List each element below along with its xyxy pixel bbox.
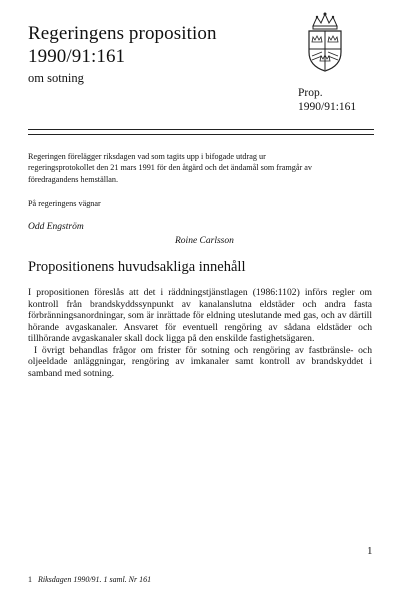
footer-page-number: 1 — [28, 575, 32, 584]
page-footer — [28, 575, 151, 584]
prop-number: 1990/91:161 — [298, 101, 357, 113]
title-line-1: Regeringens proposition — [28, 23, 217, 44]
intro-paragraph: Regeringen förelägger riksdagen vad som tagits upp i bifogade utdrag ur regeringsprotokollet den 21 mars 1991 för den åtgärd och det ändamål som framgår av föredragandens hemställan. — [28, 152, 312, 184]
section-body — [28, 287, 372, 379]
body-paragraph-2: I övrigt behandlas frågor om frister för sotning och rengöring av fastbränsle- och oljeeldade anläggningar, rengöring av imkanaler samt kontroll av brandskyddet i samband med sotning. — [28, 344, 372, 379]
divider-rule-top — [28, 129, 374, 130]
section-heading: Propositionens huvudsakliga innehåll — [28, 259, 246, 275]
swedish-coat-of-arms-icon — [299, 12, 351, 74]
title-line-2: 1990/91:161 — [28, 46, 126, 67]
document-title — [28, 22, 217, 68]
signature-first: Odd Engström — [28, 222, 84, 232]
proposition-reference — [298, 86, 356, 114]
signature-second: Roine Carlsson — [175, 236, 234, 246]
footer-source: Riksdagen 1990/91. 1 saml. Nr 161 — [38, 575, 152, 584]
document-subtitle: om sotning — [28, 71, 84, 85]
prop-label: Prop. — [298, 87, 323, 99]
on-behalf-line: På regeringens vägnar — [28, 199, 101, 208]
body-paragraph-1: I propositionen föreslås att det i räddningstjänstlagen (1986:1102) införs regler om kontroll från brandskyddssynpunkt av kanalanslutna eldstäder och andra fasta förbränningsanordningar, som är inrättade för eldning uteslutande med gas, och av därtill hörande avgaskanaler. Ansvaret för eventuell rengöring av sådana eldstäder och tillhörande avgaskanaler skall dock ligga på den enskilde fastighetsägaren. — [28, 287, 372, 344]
divider-rule-bottom — [28, 134, 374, 135]
page-number: 1 — [367, 545, 373, 557]
